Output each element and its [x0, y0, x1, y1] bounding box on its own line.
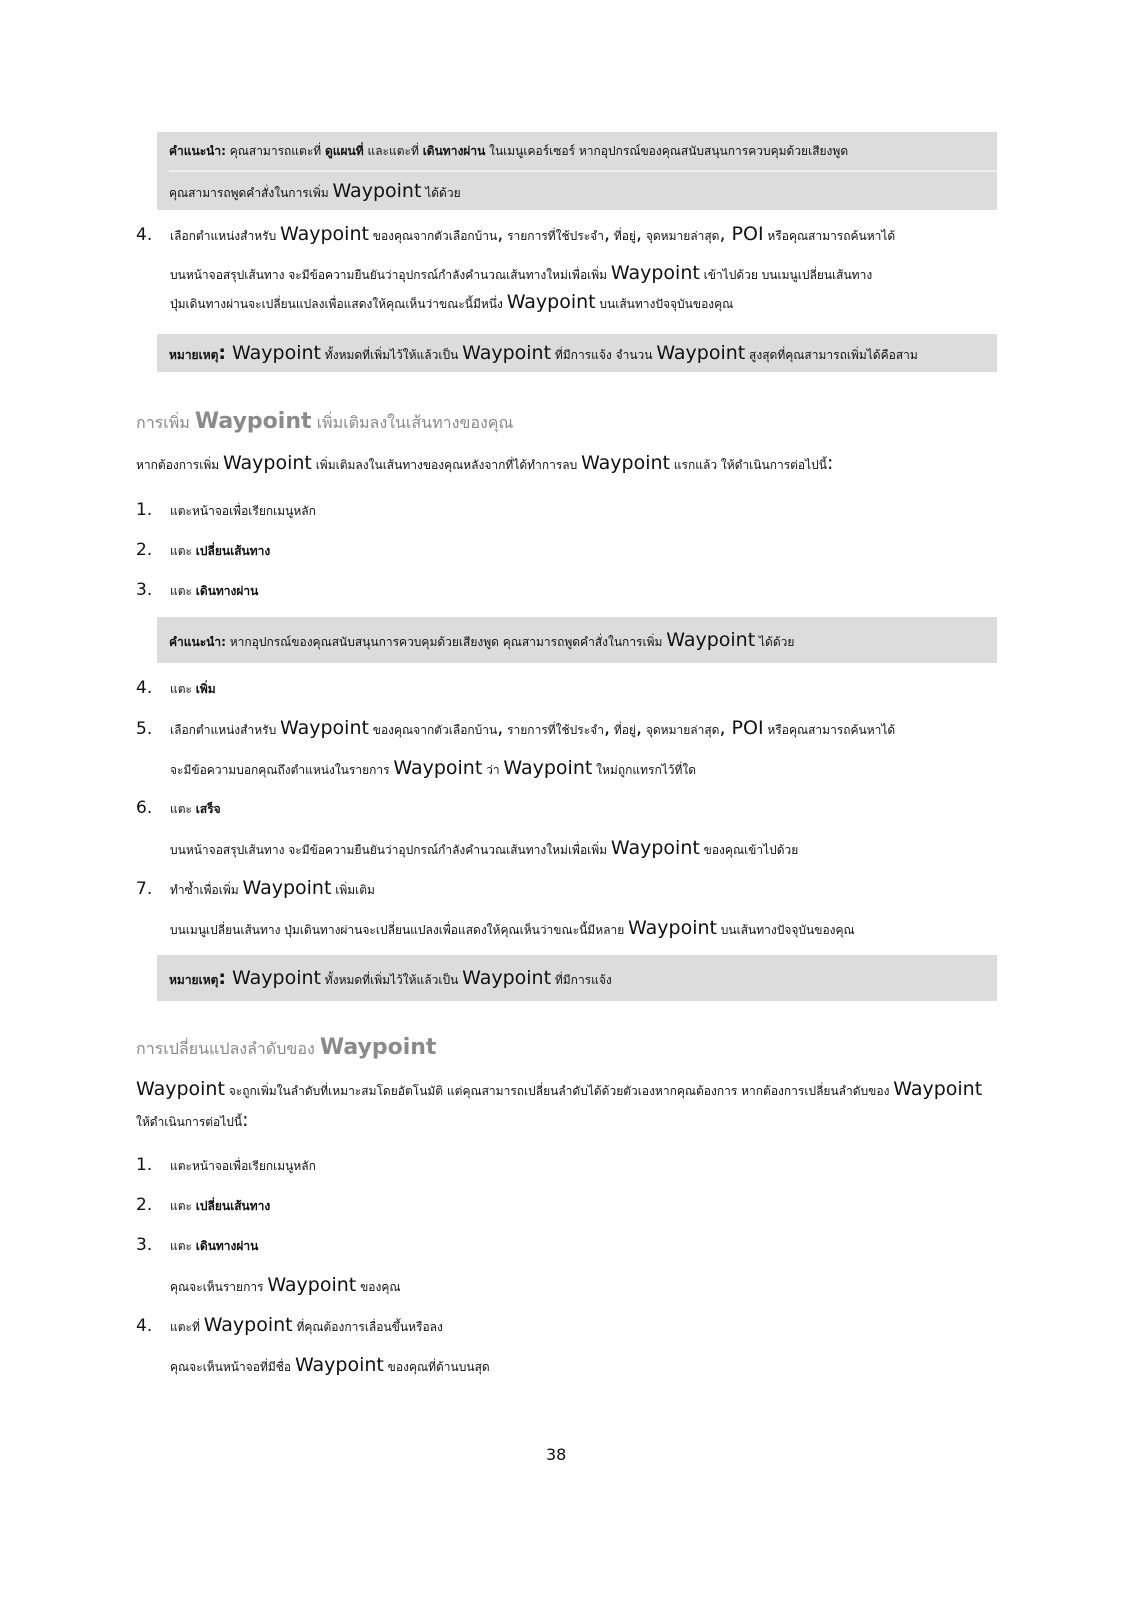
step-5-detail: จะมีข้อความบอกคุณถึงตำแหน่งในรายการ Waypoint ว่า Waypoint ใหม่ถูกแทรกไว้ที่ใด	[170, 757, 697, 779]
tip-note-line-2: คุณสามารถพูดคำสั่งในการเพิ่ม Waypoint ได้ด้วย	[169, 170, 997, 210]
section-heading-reorder-waypoints: การเปลี่ยนแปลงลำดับของ Waypoint	[136, 1035, 437, 1060]
tip-note-top	[157, 132, 997, 210]
intro-paragraph-2-line-2: ให้ดำเนินการต่อไปนี้:	[136, 1109, 249, 1131]
intro-paragraph-2-line-1: Waypoint จะถูกเพิ่มในลำดับที่เหมาะสมโดยอัตโนมัติ แต่คุณสามารถเปลี่ยนลำดับได้ด้วยตัวเองหากคุณต้องการ หากต้องการเปลี่ยนลำดับของ Waypoint	[136, 1078, 983, 1100]
step-7-detail: บนเมนูเปลี่ยนเส้นทาง ปุ่มเดินทางผ่านจะเปลี่ยนแปลงเพื่อแสดงให้คุณเห็นว่าขณะนี้มีหลาย Waypoint บนเส้นทางปัจจุบันของคุณ	[170, 917, 855, 939]
list-item-step-6: 6. แตะ เสร็จ	[136, 798, 221, 818]
note-label: หมายเหตุ	[169, 973, 219, 987]
tip-note-line-1: คำแนะนำ: คุณสามารถแตะที่ ดูแผนที่ และแตะที่ เดินทางผ่าน ในเมนูเคอร์เซอร์ หากอุปกรณ์ของคุณสนับสนุนการควบคุมด้วยเสียงพูด	[169, 144, 849, 158]
term-travel-via: เดินทางผ่าน	[422, 144, 486, 158]
tip-note-voice: คำแนะนำ: หากอุปกรณ์ของคุณสนับสนุนการควบคุมด้วยเสียงพูด คุณสามารถพูดคำสั่งในการเพิ่ม Waypoint ได้ด้วย	[157, 617, 997, 663]
step-4a-detail-1: บนหน้าจอสรุปเส้นทาง จะมีข้อความยืนยันว่าอุปกรณ์กำลังคำนวณเส้นทางใหม่เพื่อเพิ่ม Waypoint เข้าไปด้วย บนเมนูเปลี่ยนเส้นทาง	[170, 262, 873, 284]
tip-label: คำแนะนำ:	[169, 144, 226, 158]
list-item-reorder-step-1: 1. แตะหน้าจอเพื่อเรียกเมนูหลัก	[136, 1155, 316, 1175]
list-item-reorder-step-4: 4. แตะที่ Waypoint ที่คุณต้องการเลื่อนขึ้นหรือลง	[136, 1314, 443, 1336]
intro-paragraph-1: หากต้องการเพิ่ม Waypoint เพิ่มเติมลงในเส้นทางของคุณหลังจากที่ได้ทำการลบ Waypoint แรกแล้ว ให้ดำเนินการต่อไปนี้:	[136, 452, 834, 474]
list-item-reorder-step-2: 2. แตะ เปลี่ยนเส้นทาง	[136, 1195, 271, 1215]
note-alerted-waypoints: หมายเหตุ: Waypoint ทั้งหมดที่เพิ่มไว้ให้แล้วเป็น Waypoint ที่มีการแจ้ง	[157, 955, 997, 1001]
reorder-step-3-detail: คุณจะเห็นรายการ Waypoint ของคุณ	[170, 1274, 401, 1296]
step-6-detail: บนหน้าจอสรุปเส้นทาง จะมีข้อความยืนยันว่าอุปกรณ์กำลังคำนวณเส้นทางใหม่เพื่อเพิ่ม Waypoint ของคุณเข้าไปด้วย	[170, 837, 799, 859]
list-item-step-2: 2. แตะ เปลี่ยนเส้นทาง	[136, 540, 271, 560]
list-item-step-1: 1. แตะหน้าจอเพื่อเรียกเมนูหลัก	[136, 500, 316, 520]
list-item-step-4: 4. แตะ เพิ่ม	[136, 678, 216, 698]
term-view-map: ดูแผนที่	[324, 144, 364, 158]
list-item-reorder-step-3: 3. แตะ เดินทางผ่าน	[136, 1235, 259, 1255]
section-heading-add-more-waypoints: การเพิ่ม Waypoint เพิ่มเติมลงในเส้นทางของคุณ	[136, 409, 514, 434]
reorder-step-4-detail: คุณจะเห็นหน้าจอที่มีชื่อ Waypoint ของคุณที่ด้านบนสุด	[170, 1354, 490, 1376]
list-item-step-5: 5. เลือกตำแหน่งสำหรับ Waypoint ของคุณจากตัวเลือกบ้าน, รายการที่ใช้ประจำ, ที่อยู่, จุดหมายล่าสุด, POI หรือคุณสามารถค้นหาได้	[136, 717, 896, 739]
list-item-step-7: 7. ทำซ้ำเพื่อเพิ่ม Waypoint เพิ่มเติม	[136, 877, 375, 899]
list-item-step-3: 3. แตะ เดินทางผ่าน	[136, 580, 259, 600]
note-label: หมายเหตุ	[169, 348, 219, 362]
step-4a-detail-2: ปุ่มเดินทางผ่านจะเปลี่ยนแปลงเพื่อแสดงให้คุณเห็นว่าขณะนี้มีหนึ่ง Waypoint บนเส้นทางปัจจุบันของคุณ	[170, 291, 734, 313]
note-waypoint-limit: หมายเหตุ: Waypoint ทั้งหมดที่เพิ่มไว้ให้แล้วเป็น Waypoint ที่มีการแจ้ง จำนวน Waypoint สูงสุดที่คุณสามารถเพิ่มได้คือสาม	[157, 334, 997, 372]
list-item-step-4a: 4. เลือกตำแหน่งสำหรับ Waypoint ของคุณจากตัวเลือกบ้าน, รายการที่ใช้ประจำ, ที่อยู่, จุดหมายล่าสุด, POI หรือคุณสามารถค้นหาได้	[136, 223, 896, 245]
page-number: 38	[546, 1445, 567, 1464]
tip-label: คำแนะนำ:	[169, 635, 226, 649]
